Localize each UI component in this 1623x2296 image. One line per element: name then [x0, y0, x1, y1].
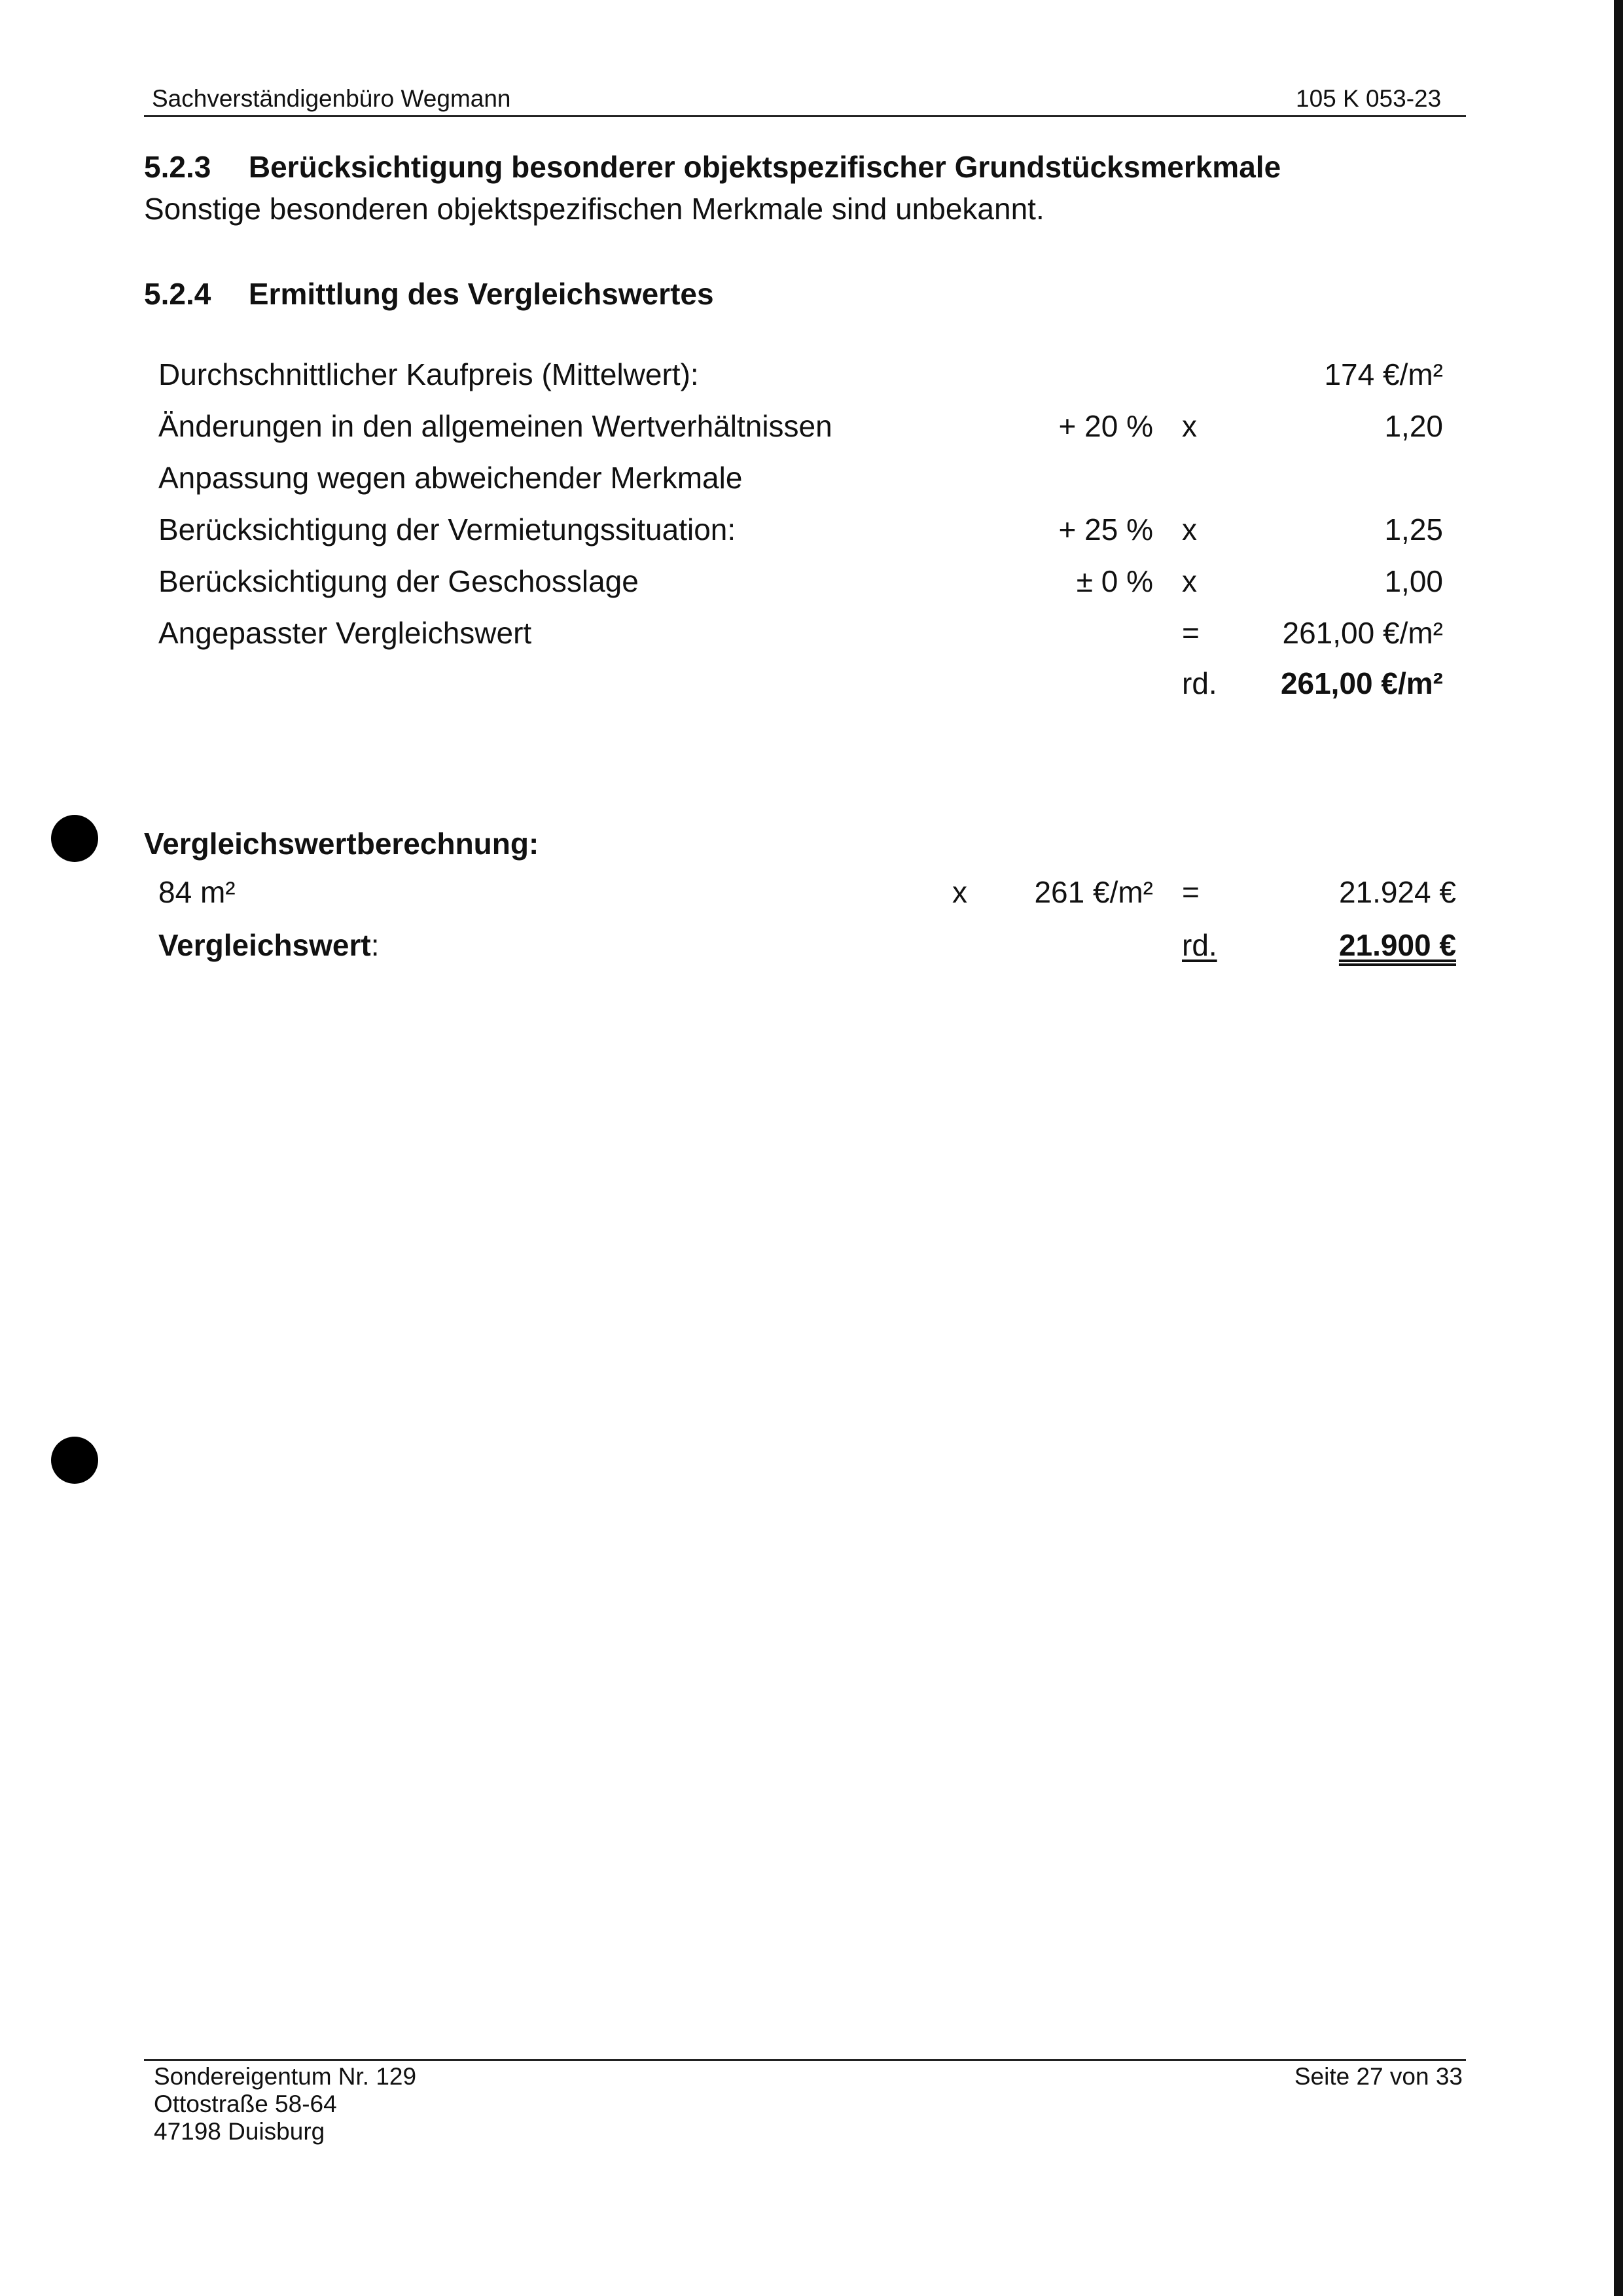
row-value: 261,00 €/m² — [1282, 616, 1443, 650]
row-label: Änderungen in den allgemeinen Wertverhältnissen — [158, 409, 832, 443]
row-label: Berücksichtigung der Vermietungssituation: — [158, 512, 736, 547]
calc-equals: = — [1182, 875, 1200, 909]
footer-street: Ottostraße 58-64 — [154, 2090, 337, 2117]
row-operator: x — [1182, 512, 1197, 547]
calc-price: 261 €/m² — [1034, 875, 1153, 909]
section-523-heading — [144, 149, 1281, 185]
punch-hole — [51, 815, 98, 862]
row-rounded-value: 261,00 €/m² — [1280, 666, 1443, 700]
header-office: Sachverständigenbüro Wegmann — [152, 85, 511, 112]
final-label-colon: : — [370, 928, 380, 962]
final-label-text: Vergleichswert — [158, 928, 371, 962]
row-percent: + 20 % — [1058, 409, 1153, 443]
footer-unit: Sondereigentum Nr. 129 — [154, 2063, 417, 2090]
row-label: Durchschnittlicher Kaufpreis (Mittelwert): — [158, 357, 699, 391]
calc-final-value: 21.900 € — [1338, 928, 1456, 962]
calc-result: 21.924 € — [1338, 875, 1456, 909]
section-523-title: Berücksichtigung besonderer objektspezifischer Grundstücksmerkmale — [248, 150, 1281, 184]
header-file-number: 105 K 053-23 — [1296, 85, 1442, 112]
footer-rule — [144, 2059, 1466, 2061]
section-524-title: Ermittlung des Vergleichswertes — [248, 277, 714, 311]
scan-edge — [1614, 0, 1623, 2296]
row-label: Angepasster Vergleichswert — [158, 616, 532, 650]
header-rule — [144, 115, 1466, 117]
calc-final-rounding: rd. — [1182, 928, 1217, 962]
row-value: 1,00 — [1384, 564, 1443, 598]
row-value: 174 €/m² — [1324, 357, 1443, 391]
row-label: Berücksichtigung der Geschosslage — [158, 564, 639, 598]
section-523-number: 5.2.3 — [144, 150, 211, 184]
punch-hole — [51, 1437, 98, 1484]
row-operator: = — [1182, 616, 1200, 650]
calc-heading: Vergleichswertberechnung: — [144, 827, 539, 861]
footer-page-number: Seite 27 von 33 — [1294, 2063, 1463, 2090]
row-label: Anpassung wegen abweichender Merkmale — [158, 461, 743, 495]
footer-city: 47198 Duisburg — [154, 2118, 325, 2145]
row-value: 1,25 — [1384, 512, 1443, 547]
calc-times: x — [952, 875, 967, 909]
calc-area: 84 m² — [158, 875, 236, 909]
calc-final-label — [158, 927, 380, 963]
section-524-heading — [144, 276, 714, 312]
row-percent: ± 0 % — [1076, 564, 1153, 598]
row-percent: + 25 % — [1058, 512, 1153, 547]
section-524-number: 5.2.4 — [144, 277, 211, 311]
row-operator: x — [1182, 564, 1197, 598]
section-523-text: Sonstige besonderen objektspezifischen Merkmale sind unbekannt. — [144, 192, 1044, 226]
row-rounding-label: rd. — [1182, 666, 1217, 700]
row-value: 1,20 — [1384, 409, 1443, 443]
row-operator: x — [1182, 409, 1197, 443]
